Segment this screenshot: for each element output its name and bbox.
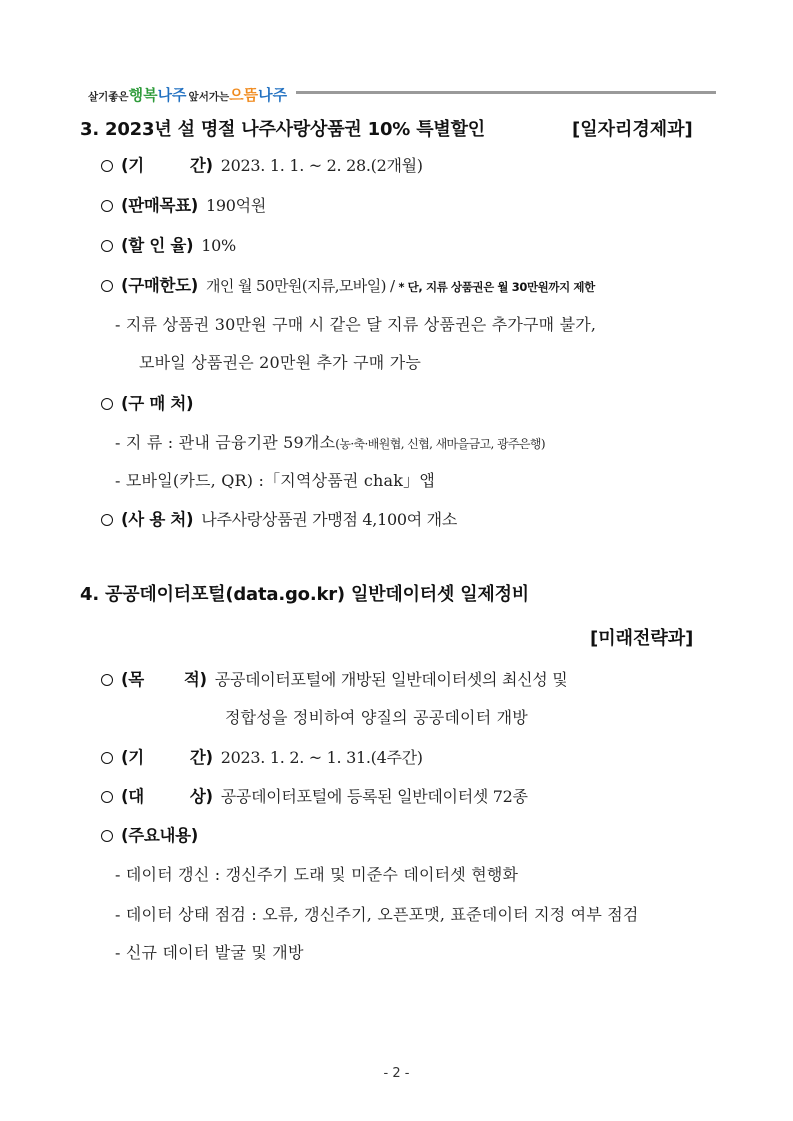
target-label: (대 상) [121,787,213,806]
section4-period-row [101,744,423,768]
nanju-slogan-logo [88,84,287,106]
circle-bullet-icon [101,200,113,212]
purchase-limit-note: * 단, 지류 상품권은 월 30만원까지 제한 [398,280,595,294]
section3-period-row [101,152,423,176]
circle-bullet-icon [101,514,113,526]
sales-target-label: (판매목표) [121,196,199,215]
period-label: (기 간) [121,748,213,767]
logo-text-3: 나주 [157,86,187,104]
purchase-limit-value: 개인 월 50만원(지류,모바일) / [206,277,395,295]
section3-use-row [101,506,457,530]
place-mobile-line: - 모바일(카드, QR) :「지역상품권 chak」앱 [115,471,436,490]
discount-rate-label: (할 인 율) [121,236,194,255]
discount-rate-value: 10% [201,236,236,255]
section3-limit-row [101,272,595,296]
logo-text-5: 으뜸 [229,86,259,104]
purpose-value-line-1: 공공데이터포털에 개방된 일반데이터셋의 최신성 및 [214,670,568,689]
period-label: (기 간) [121,156,213,175]
section4-target-row [101,783,528,807]
logo-text-4: 앞서가는 [188,91,230,103]
limit-detail-line-1: - 지류 상품권 30만원 구매 시 같은 달 지류 상품권은 추가구매 불가, [115,315,597,334]
place-paper-text: 지 류 : 관내 금융기관 59개소 [125,433,336,452]
circle-bullet-icon [101,791,113,803]
purpose-value-line-2: 정합성을 정비하여 양질의 공공데이터 개방 [225,708,528,727]
logo-text-6: 나주 [258,86,288,104]
section3-target-row [101,192,266,216]
page-number: - 2 - [383,1066,410,1081]
circle-bullet-icon [101,830,113,842]
limit-detail-line-2: 모바일 상품권은 20만원 추가 구매 가능 [139,353,422,372]
circle-bullet-icon [101,160,113,172]
logo-text-1: 살기좋은 [88,91,129,103]
period-value: 2023. 1. 1. ~ 2. 28.(2개월) [220,156,423,175]
detail-item: - 데이터 갱신 : 갱신주기 도래 및 미준수 데이터셋 현행화 [115,865,519,884]
section3-place-row [101,390,201,414]
use-place-label: (사 용 처) [121,510,194,529]
purchase-place-label: (구 매 처) [121,394,194,413]
detail-item: - 신규 데이터 발굴 및 개방 [115,943,304,962]
section4-main-row [101,822,206,846]
purchase-limit-label: (구매한도) [121,276,199,295]
section3-title: 3. 2023년 설 명절 나주사랑상품권 10% 특별할인 [80,119,485,140]
section3-dept: [일자리경제과] [572,119,693,140]
place-paper-line: - 지 류 : 관내 금융기관 59개소(농·축·배원협, 신협, 새마을금고, 광주은행) [115,433,546,452]
period-value: 2023. 1. 2. ~ 1. 31.(4주간) [220,748,423,767]
detail-item: - 데이터 상태 점검 : 오류, 갱신주기, 오픈포맷, 표준데이터 지정 여부 점검 [115,905,639,924]
header-divider [296,91,716,94]
place-mobile-text: 모바일(카드, QR) :「지역상품권 chak」앱 [125,471,436,490]
logo-text-2: 행복 [128,86,158,104]
use-place-value: 나주사랑상품권 가맹점 4,100여 개소 [201,510,457,529]
section4-purpose-row [101,666,567,690]
place-paper-paren: (농·축·배원협, 신협, 새마을금고, 광주은행) [335,437,546,451]
section3-discount-row [101,232,236,256]
section4-dept: [미래전략과] [590,628,694,649]
circle-bullet-icon [101,674,113,686]
target-value: 공공데이터포털에 등록된 일반데이터셋 72종 [220,787,528,806]
circle-bullet-icon [101,280,113,292]
main-content-label: (주요내용) [121,826,199,845]
circle-bullet-icon [101,752,113,764]
circle-bullet-icon [101,240,113,252]
purpose-label: (목 적) [121,670,207,689]
sales-target-value: 190억원 [206,196,266,215]
circle-bullet-icon [101,398,113,410]
section4-title: 4. 공공데이터포털(data.go.kr) 일반데이터셋 일제정비 [80,584,529,605]
